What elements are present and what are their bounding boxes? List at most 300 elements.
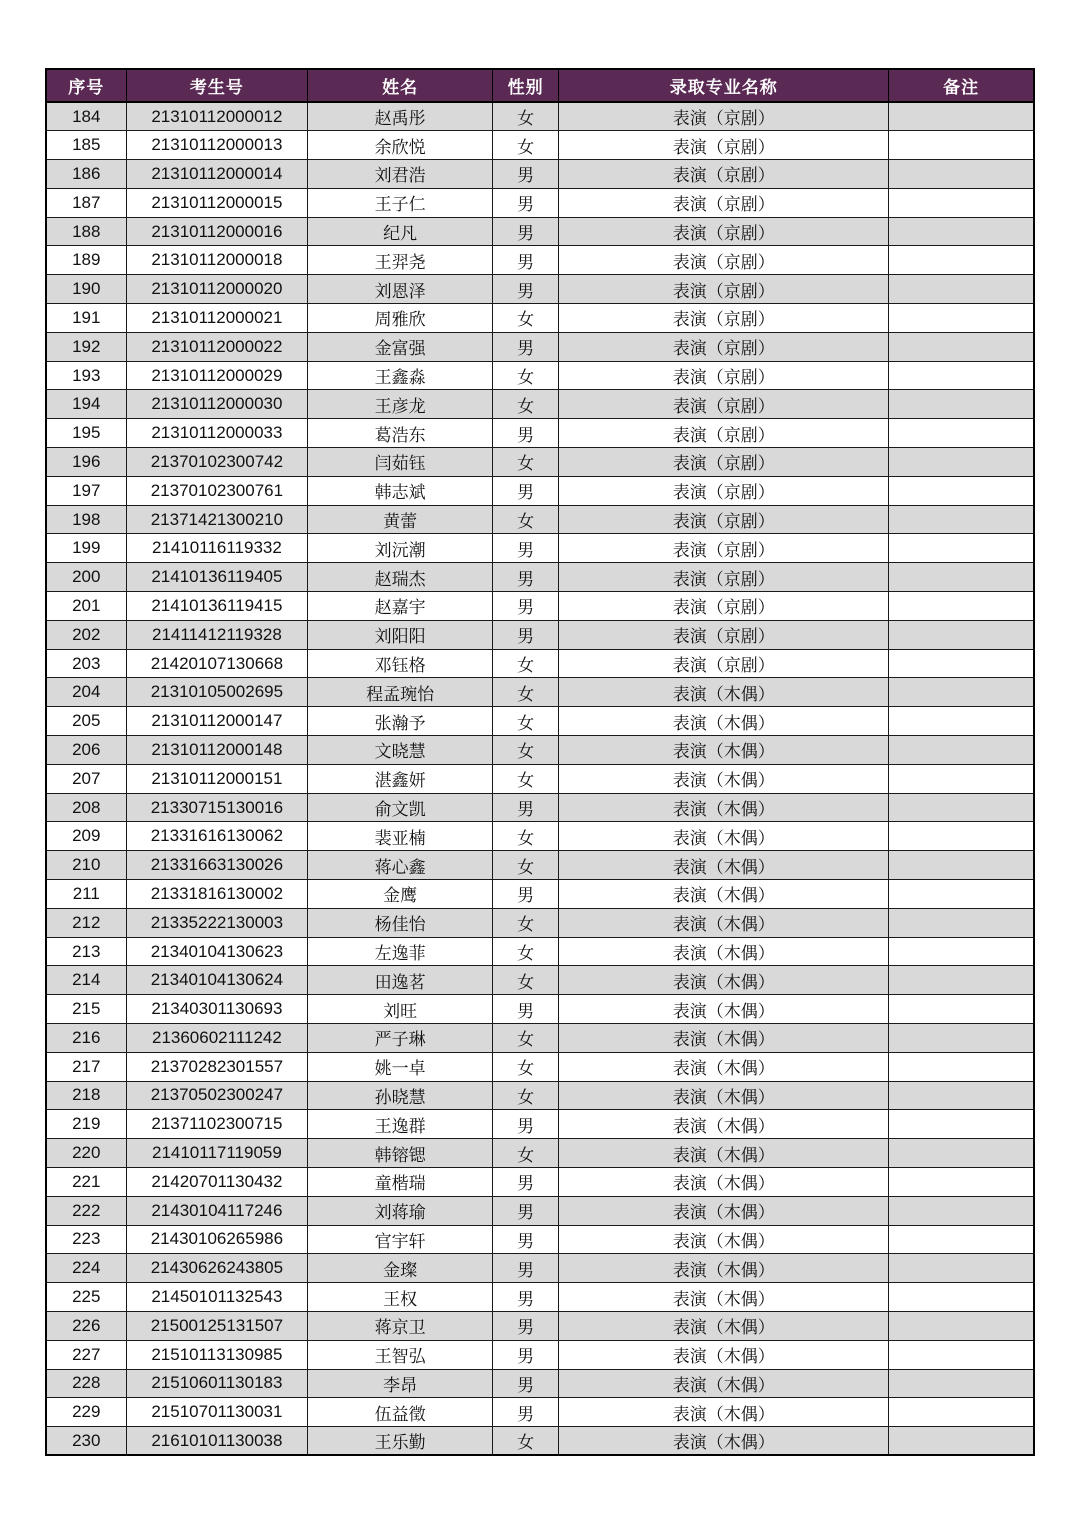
cell-note [889, 678, 1034, 707]
table-row [46, 1225, 1034, 1254]
cell-name: 王乐勤 [308, 1427, 493, 1456]
cell-no: 221 [46, 1167, 126, 1196]
table-row [46, 476, 1034, 505]
table-row [46, 1139, 1034, 1168]
cell-name: 刘恩泽 [308, 275, 493, 304]
cell-name: 刘旺 [308, 995, 493, 1024]
column-header-no: 序号 [46, 69, 126, 102]
table-row [46, 1369, 1034, 1398]
cell-gender: 男 [493, 188, 559, 217]
cell-name: 王权 [308, 1283, 493, 1312]
cell-name: 裴亚楠 [308, 822, 493, 851]
table-row [46, 592, 1034, 621]
cell-no: 207 [46, 764, 126, 793]
cell-note [889, 419, 1034, 448]
cell-major: 表演（木偶） [559, 937, 889, 966]
cell-no: 226 [46, 1311, 126, 1340]
cell-no: 184 [46, 102, 126, 131]
cell-note [889, 1081, 1034, 1110]
table-row [46, 707, 1034, 736]
cell-note [889, 736, 1034, 765]
cell-major: 表演（京剧） [559, 534, 889, 563]
cell-major: 表演（京剧） [559, 361, 889, 390]
table-header-row [46, 69, 1034, 102]
cell-no: 198 [46, 505, 126, 534]
table-row [46, 1081, 1034, 1110]
table-row [46, 764, 1034, 793]
cell-no: 223 [46, 1225, 126, 1254]
cell-name: 张瀚予 [308, 707, 493, 736]
table-row [46, 678, 1034, 707]
cell-major: 表演（京剧） [559, 505, 889, 534]
cell-no: 215 [46, 995, 126, 1024]
cell-candidate-id: 21371102300715 [126, 1110, 308, 1139]
cell-gender: 男 [493, 563, 559, 592]
cell-candidate-id: 21430104117246 [126, 1196, 308, 1225]
cell-candidate-id: 21510701130031 [126, 1398, 308, 1427]
cell-no: 224 [46, 1254, 126, 1283]
cell-no: 209 [46, 822, 126, 851]
cell-major: 表演（木偶） [559, 793, 889, 822]
cell-gender: 男 [493, 1369, 559, 1398]
cell-no: 202 [46, 620, 126, 649]
cell-candidate-id: 21410116119332 [126, 534, 308, 563]
cell-candidate-id: 21340301130693 [126, 995, 308, 1024]
cell-no: 199 [46, 534, 126, 563]
cell-candidate-id: 21331816130002 [126, 880, 308, 909]
cell-note [889, 1225, 1034, 1254]
cell-name: 赵禹彤 [308, 102, 493, 131]
cell-note [889, 1052, 1034, 1081]
table-row [46, 275, 1034, 304]
cell-gender: 男 [493, 1311, 559, 1340]
cell-major: 表演（京剧） [559, 246, 889, 275]
cell-major: 表演（木偶） [559, 1311, 889, 1340]
cell-name: 童楷瑞 [308, 1167, 493, 1196]
cell-note [889, 937, 1034, 966]
cell-gender: 男 [493, 332, 559, 361]
cell-no: 227 [46, 1340, 126, 1369]
cell-note [889, 1196, 1034, 1225]
cell-gender: 女 [493, 361, 559, 390]
cell-candidate-id: 21420107130668 [126, 649, 308, 678]
cell-major: 表演（京剧） [559, 131, 889, 160]
column-header-name: 姓名 [308, 69, 493, 102]
cell-candidate-id: 21310112000022 [126, 332, 308, 361]
cell-note [889, 620, 1034, 649]
cell-name: 刘君浩 [308, 160, 493, 189]
cell-candidate-id: 21610101130038 [126, 1427, 308, 1456]
cell-major: 表演（木偶） [559, 908, 889, 937]
cell-note [889, 880, 1034, 909]
cell-gender: 女 [493, 822, 559, 851]
cell-candidate-id: 21331616130062 [126, 822, 308, 851]
cell-candidate-id: 21510601130183 [126, 1369, 308, 1398]
cell-gender: 女 [493, 678, 559, 707]
cell-name: 田逸茗 [308, 966, 493, 995]
cell-no: 195 [46, 419, 126, 448]
cell-name: 姚一卓 [308, 1052, 493, 1081]
table-row [46, 1283, 1034, 1312]
cell-note [889, 275, 1034, 304]
table-row [46, 131, 1034, 160]
column-header-major: 录取专业名称 [559, 69, 889, 102]
table-row [46, 793, 1034, 822]
cell-name: 王智弘 [308, 1340, 493, 1369]
cell-major: 表演（木偶） [559, 1081, 889, 1110]
table-row [46, 1340, 1034, 1369]
cell-gender: 女 [493, 448, 559, 477]
cell-gender: 男 [493, 476, 559, 505]
table-row [46, 390, 1034, 419]
cell-name: 纪凡 [308, 217, 493, 246]
cell-note [889, 592, 1034, 621]
cell-candidate-id: 21430106265986 [126, 1225, 308, 1254]
cell-candidate-id: 21310112000018 [126, 246, 308, 275]
cell-note [889, 1340, 1034, 1369]
cell-name: 王彦龙 [308, 390, 493, 419]
cell-no: 185 [46, 131, 126, 160]
cell-name: 黄蕾 [308, 505, 493, 534]
cell-no: 186 [46, 160, 126, 189]
cell-gender: 女 [493, 707, 559, 736]
cell-major: 表演（木偶） [559, 1225, 889, 1254]
cell-candidate-id: 21410117119059 [126, 1139, 308, 1168]
cell-major: 表演（木偶） [559, 1110, 889, 1139]
table-row [46, 505, 1034, 534]
cell-major: 表演（木偶） [559, 1196, 889, 1225]
cell-major: 表演（木偶） [559, 678, 889, 707]
cell-note [889, 995, 1034, 1024]
cell-name: 邓钰格 [308, 649, 493, 678]
cell-major: 表演（木偶） [559, 1024, 889, 1053]
cell-name: 蒋心鑫 [308, 851, 493, 880]
cell-note [889, 966, 1034, 995]
cell-gender: 女 [493, 390, 559, 419]
cell-no: 197 [46, 476, 126, 505]
cell-major: 表演（木偶） [559, 822, 889, 851]
cell-note [889, 649, 1034, 678]
cell-gender: 男 [493, 1340, 559, 1369]
cell-name: 赵嘉宇 [308, 592, 493, 621]
cell-note [889, 304, 1034, 333]
cell-major: 表演（木偶） [559, 1283, 889, 1312]
cell-candidate-id: 21310112000013 [126, 131, 308, 160]
cell-major: 表演（木偶） [559, 851, 889, 880]
cell-major: 表演（京剧） [559, 448, 889, 477]
cell-candidate-id: 21411412119328 [126, 620, 308, 649]
cell-no: 206 [46, 736, 126, 765]
cell-name: 左逸菲 [308, 937, 493, 966]
cell-name: 刘沅潮 [308, 534, 493, 563]
cell-gender: 女 [493, 736, 559, 765]
cell-major: 表演（木偶） [559, 995, 889, 1024]
cell-note [889, 1398, 1034, 1427]
cell-note [889, 1167, 1034, 1196]
cell-major: 表演（京剧） [559, 275, 889, 304]
cell-candidate-id: 21371421300210 [126, 505, 308, 534]
cell-major: 表演（木偶） [559, 1340, 889, 1369]
admission-roster-table [45, 68, 1035, 1456]
cell-name: 闫茹钰 [308, 448, 493, 477]
cell-no: 229 [46, 1398, 126, 1427]
table-row [46, 332, 1034, 361]
cell-name: 俞文凯 [308, 793, 493, 822]
cell-name: 官宇轩 [308, 1225, 493, 1254]
table-row [46, 102, 1034, 131]
cell-no: 219 [46, 1110, 126, 1139]
table-row [46, 188, 1034, 217]
cell-gender: 男 [493, 880, 559, 909]
cell-no: 222 [46, 1196, 126, 1225]
table-row [46, 995, 1034, 1024]
cell-name: 孙晓慧 [308, 1081, 493, 1110]
cell-major: 表演（京剧） [559, 563, 889, 592]
cell-candidate-id: 21310112000012 [126, 102, 308, 131]
cell-no: 212 [46, 908, 126, 937]
cell-note [889, 448, 1034, 477]
cell-no: 213 [46, 937, 126, 966]
cell-gender: 女 [493, 1081, 559, 1110]
cell-note [889, 131, 1034, 160]
cell-no: 225 [46, 1283, 126, 1312]
cell-gender: 女 [493, 304, 559, 333]
cell-name: 杨佳怡 [308, 908, 493, 937]
cell-name: 刘蒋瑜 [308, 1196, 493, 1225]
table-row [46, 649, 1034, 678]
cell-no: 208 [46, 793, 126, 822]
cell-major: 表演（木偶） [559, 764, 889, 793]
cell-name: 文晓慧 [308, 736, 493, 765]
table-row [46, 937, 1034, 966]
cell-gender: 男 [493, 620, 559, 649]
cell-name: 王羿尧 [308, 246, 493, 275]
cell-candidate-id: 21310112000021 [126, 304, 308, 333]
cell-major: 表演（木偶） [559, 1167, 889, 1196]
table-row [46, 1196, 1034, 1225]
cell-name: 王子仁 [308, 188, 493, 217]
cell-gender: 女 [493, 937, 559, 966]
cell-gender: 男 [493, 1196, 559, 1225]
cell-candidate-id: 21410136119405 [126, 563, 308, 592]
cell-name: 程孟琬怡 [308, 678, 493, 707]
cell-candidate-id: 21370282301557 [126, 1052, 308, 1081]
cell-major: 表演（京剧） [559, 592, 889, 621]
cell-no: 210 [46, 851, 126, 880]
cell-gender: 男 [493, 1398, 559, 1427]
cell-candidate-id: 21340104130623 [126, 937, 308, 966]
table-row [46, 966, 1034, 995]
cell-candidate-id: 21310112000015 [126, 188, 308, 217]
cell-gender: 男 [493, 1167, 559, 1196]
cell-note [889, 1427, 1034, 1456]
cell-note [889, 102, 1034, 131]
table-row [46, 304, 1034, 333]
cell-no: 214 [46, 966, 126, 995]
cell-candidate-id: 21420701130432 [126, 1167, 308, 1196]
cell-note [889, 505, 1034, 534]
cell-gender: 男 [493, 793, 559, 822]
cell-note [889, 1369, 1034, 1398]
table-row [46, 160, 1034, 189]
table-body [46, 102, 1034, 1455]
table-row [46, 1052, 1034, 1081]
cell-note [889, 246, 1034, 275]
table-row [46, 448, 1034, 477]
column-header-gender: 性别 [493, 69, 559, 102]
cell-major: 表演（木偶） [559, 736, 889, 765]
cell-gender: 男 [493, 419, 559, 448]
cell-major: 表演（木偶） [559, 1139, 889, 1168]
table-row [46, 1167, 1034, 1196]
table-row [46, 1398, 1034, 1427]
cell-candidate-id: 21370502300247 [126, 1081, 308, 1110]
cell-candidate-id: 21500125131507 [126, 1311, 308, 1340]
cell-gender: 女 [493, 1139, 559, 1168]
cell-candidate-id: 21310112000151 [126, 764, 308, 793]
cell-candidate-id: 21310112000147 [126, 707, 308, 736]
cell-gender: 女 [493, 1427, 559, 1456]
cell-name: 王鑫淼 [308, 361, 493, 390]
cell-candidate-id: 21370102300742 [126, 448, 308, 477]
table-row [46, 1311, 1034, 1340]
cell-major: 表演（木偶） [559, 1427, 889, 1456]
cell-note [889, 707, 1034, 736]
cell-candidate-id: 21310105002695 [126, 678, 308, 707]
cell-candidate-id: 21410136119415 [126, 592, 308, 621]
cell-candidate-id: 21310112000014 [126, 160, 308, 189]
cell-major: 表演（京剧） [559, 419, 889, 448]
cell-name: 金鹰 [308, 880, 493, 909]
cell-candidate-id: 21310112000016 [126, 217, 308, 246]
cell-gender: 女 [493, 505, 559, 534]
cell-note [889, 563, 1034, 592]
cell-note [889, 361, 1034, 390]
table-row [46, 217, 1034, 246]
cell-major: 表演（京剧） [559, 649, 889, 678]
cell-name: 李昂 [308, 1369, 493, 1398]
cell-name: 余欣悦 [308, 131, 493, 160]
cell-no: 189 [46, 246, 126, 275]
cell-major: 表演（木偶） [559, 1369, 889, 1398]
table-row [46, 534, 1034, 563]
cell-gender: 女 [493, 1024, 559, 1053]
column-header-note: 备注 [889, 69, 1034, 102]
cell-major: 表演（京剧） [559, 160, 889, 189]
cell-no: 218 [46, 1081, 126, 1110]
cell-note [889, 1110, 1034, 1139]
cell-no: 201 [46, 592, 126, 621]
cell-note [889, 1024, 1034, 1053]
cell-name: 金富强 [308, 332, 493, 361]
cell-major: 表演（京剧） [559, 102, 889, 131]
table-row [46, 1254, 1034, 1283]
cell-name: 湛鑫妍 [308, 764, 493, 793]
cell-no: 203 [46, 649, 126, 678]
cell-note [889, 160, 1034, 189]
cell-candidate-id: 21510113130985 [126, 1340, 308, 1369]
column-header-candidate-id: 考生号 [126, 69, 308, 102]
table-row [46, 620, 1034, 649]
table-row [46, 880, 1034, 909]
cell-note [889, 793, 1034, 822]
cell-candidate-id: 21335222130003 [126, 908, 308, 937]
cell-major: 表演（京剧） [559, 620, 889, 649]
cell-major: 表演（京剧） [559, 390, 889, 419]
cell-gender: 女 [493, 908, 559, 937]
cell-name: 赵瑞杰 [308, 563, 493, 592]
cell-gender: 女 [493, 966, 559, 995]
cell-no: 196 [46, 448, 126, 477]
cell-gender: 男 [493, 1110, 559, 1139]
cell-gender: 女 [493, 131, 559, 160]
cell-major: 表演（京剧） [559, 188, 889, 217]
cell-major: 表演（京剧） [559, 332, 889, 361]
cell-candidate-id: 21310112000029 [126, 361, 308, 390]
cell-gender: 男 [493, 246, 559, 275]
cell-no: 194 [46, 390, 126, 419]
cell-gender: 女 [493, 102, 559, 131]
cell-no: 211 [46, 880, 126, 909]
cell-gender: 女 [493, 764, 559, 793]
cell-name: 严子琳 [308, 1024, 493, 1053]
cell-candidate-id: 21331663130026 [126, 851, 308, 880]
cell-no: 217 [46, 1052, 126, 1081]
cell-gender: 女 [493, 851, 559, 880]
cell-gender: 男 [493, 275, 559, 304]
cell-major: 表演（木偶） [559, 707, 889, 736]
cell-name: 周雅欣 [308, 304, 493, 333]
table-row [46, 419, 1034, 448]
cell-note [889, 1283, 1034, 1312]
cell-no: 216 [46, 1024, 126, 1053]
table-row [46, 736, 1034, 765]
table-row [46, 1427, 1034, 1456]
cell-note [889, 1139, 1034, 1168]
cell-name: 金璨 [308, 1254, 493, 1283]
cell-gender: 女 [493, 1052, 559, 1081]
cell-major: 表演（京剧） [559, 476, 889, 505]
cell-name: 韩志斌 [308, 476, 493, 505]
cell-candidate-id: 21310112000148 [126, 736, 308, 765]
cell-note [889, 390, 1034, 419]
cell-gender: 女 [493, 649, 559, 678]
cell-note [889, 217, 1034, 246]
cell-gender: 男 [493, 1225, 559, 1254]
cell-note [889, 1311, 1034, 1340]
cell-gender: 男 [493, 217, 559, 246]
cell-name: 王逸群 [308, 1110, 493, 1139]
cell-note [889, 764, 1034, 793]
cell-note [889, 476, 1034, 505]
cell-note [889, 908, 1034, 937]
cell-candidate-id: 21330715130016 [126, 793, 308, 822]
table-row [46, 1024, 1034, 1053]
cell-gender: 男 [493, 1283, 559, 1312]
cell-candidate-id: 21310112000033 [126, 419, 308, 448]
cell-no: 190 [46, 275, 126, 304]
cell-major: 表演（京剧） [559, 304, 889, 333]
cell-no: 230 [46, 1427, 126, 1456]
table-row [46, 563, 1034, 592]
cell-no: 191 [46, 304, 126, 333]
cell-candidate-id: 21430626243805 [126, 1254, 308, 1283]
cell-gender: 男 [493, 160, 559, 189]
cell-candidate-id: 21360602111242 [126, 1024, 308, 1053]
cell-name: 刘阳阳 [308, 620, 493, 649]
cell-major: 表演（木偶） [559, 1254, 889, 1283]
cell-major: 表演（木偶） [559, 1398, 889, 1427]
